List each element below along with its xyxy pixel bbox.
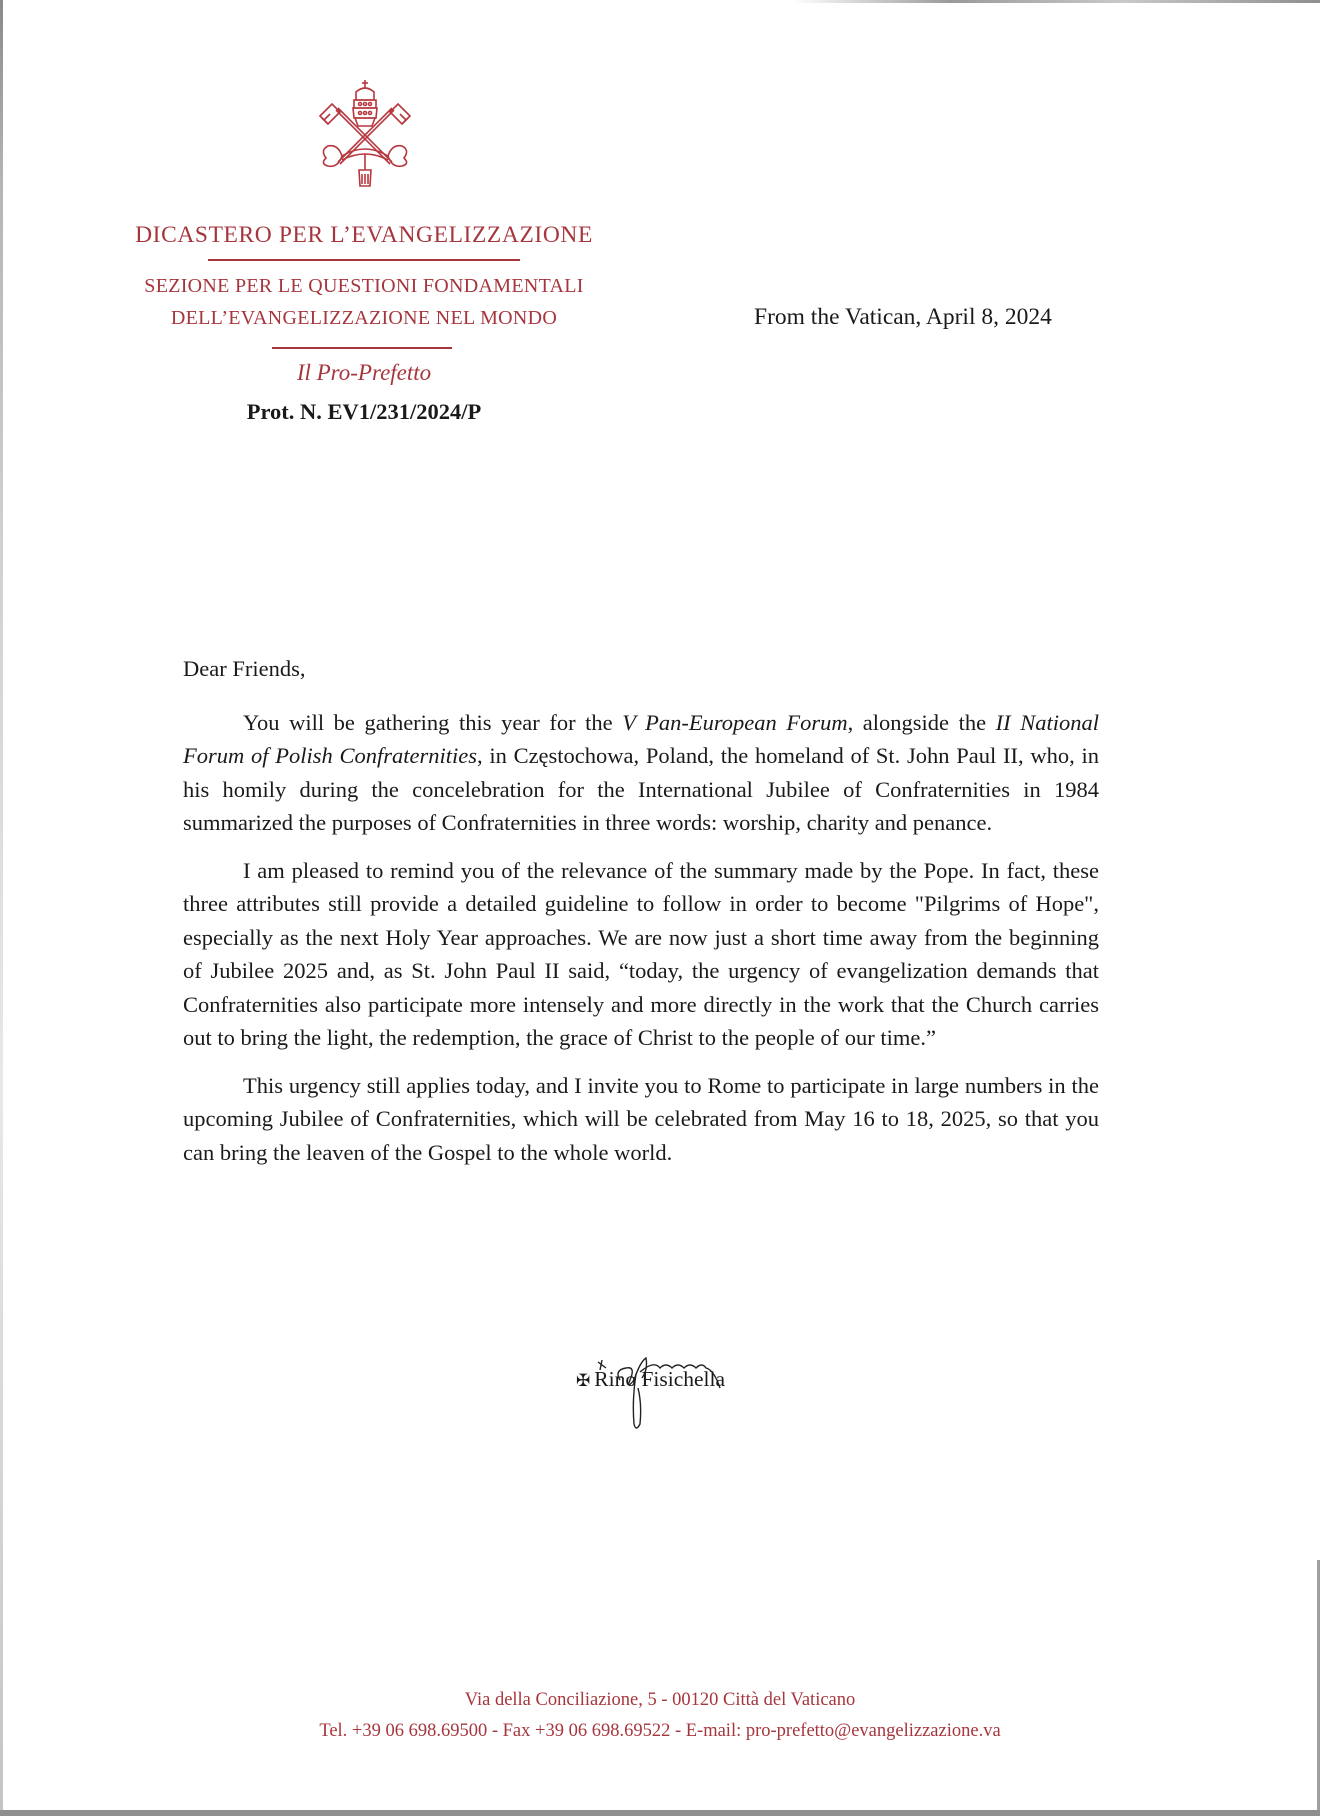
- letterhead-divider-short: [272, 347, 452, 349]
- signatory-name: Rino Fisichella: [594, 1367, 726, 1391]
- papal-keys-emblem-icon: [312, 78, 418, 192]
- episcopal-cross-icon: ✠: [576, 1371, 591, 1390]
- section-name-line1: SEZIONE PER LE QUESTIONI FONDAMENTALI: [144, 275, 584, 297]
- protocol-number: Prot. N. EV1/231/2024/P: [246, 399, 482, 424]
- section-name-line2: DELL’EVANGELIZZAZIONE NEL MONDO: [170, 307, 558, 329]
- paragraph-1-text-c: , in Częstochowa, Poland, the homeland of St. John Paul II, who, in his homily during the concelebration for the International Jubilee of Confraternities in 1984 summarized the purposes of Confraternities in three words: worship, charity and penance.: [183, 743, 1099, 835]
- date-line: From the Vatican, April 8, 2024: [754, 304, 1052, 330]
- paragraph-1-text-b: , alongside the: [847, 709, 996, 735]
- signatory-role: Il Pro-Prefetto: [296, 360, 432, 385]
- letter-body: [183, 652, 1099, 1183]
- scan-edge-left: [0, 0, 3, 1816]
- institution-name: DICASTERO PER L’EVANGELIZZAZIONE: [135, 222, 593, 248]
- salutation: Dear Friends,: [183, 656, 306, 681]
- event-name-pan-european-forum: V Pan-European Forum: [622, 709, 848, 735]
- paragraph-1-text-a: You will be gathering this year for the: [243, 709, 623, 735]
- paragraph-2: I am pleased to remind you of the relevance of the summary made by the Pope. In fact, these three attributes still provide a detailed guideline to follow in order to become "Pilgrims of Hope", especially as the next Holy Year approaches. We are now just a short time away from the beginning of Jubilee 2025 and, as St. John Paul II said, “today, the urgency of evangelization demands that Confraternities also participate more intensely and more directly in the work that the Church carries out to bring the light, the redemption, the grace of Christ to the people of our time.”: [183, 857, 1099, 1050]
- event-name-national-forum: II National Forum of Polish Confraternities: [183, 709, 1099, 768]
- letterhead-divider: [208, 259, 520, 261]
- section-name: [80, 270, 648, 334]
- paragraph-1: [183, 706, 1099, 840]
- paragraph-3: This urgency still applies today, and I invite you to Rome to participate in large numbers in the upcoming Jubilee of Confraternities, which will be celebrated from May 16 to 18, 2025, so that you can bring the leaven of the Gospel to the whole world.: [183, 1072, 1099, 1165]
- footer-address: Via della Conciliazione, 5 - 00120 Città del Vaticano: [464, 1690, 856, 1710]
- scan-edge-top: [0, 0, 1320, 3]
- footer-contact: Tel. +39 06 698.69500 - Fax +39 06 698.69522 - E-mail: pro-prefetto@evangelizzazione.va: [319, 1721, 1001, 1741]
- signatory-name-line: [576, 1367, 725, 1392]
- scan-edge-bottom: [0, 1810, 1320, 1816]
- signature-block: [574, 1340, 794, 1440]
